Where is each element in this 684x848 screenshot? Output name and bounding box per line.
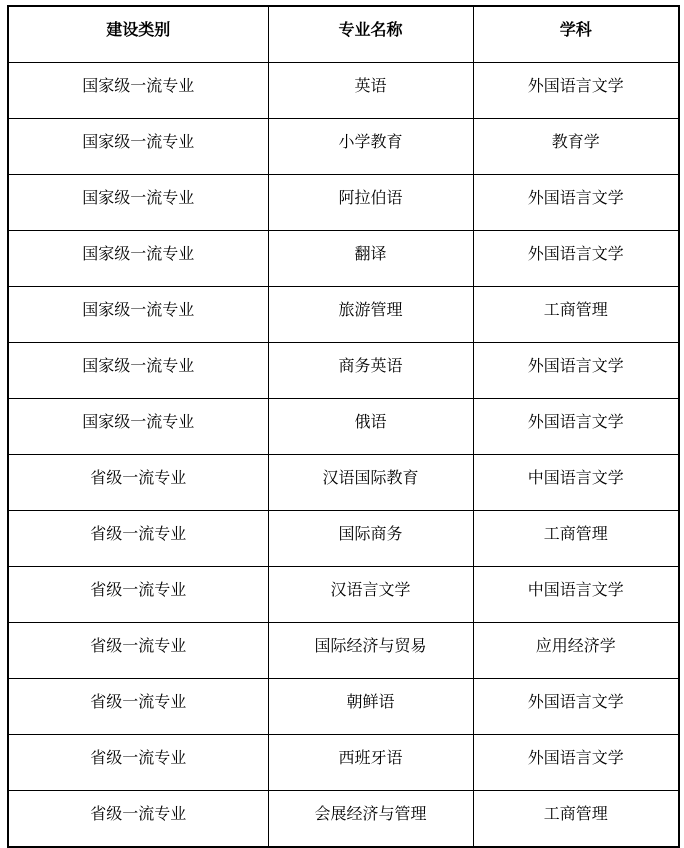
table-row — [8, 63, 679, 119]
table-cell: 省级一流专业 — [8, 455, 268, 511]
table-cell: 外国语言文学 — [473, 399, 679, 455]
table-cell: 外国语言文学 — [473, 231, 679, 287]
table-cell: 国家级一流专业 — [8, 343, 268, 399]
table-row — [8, 287, 679, 343]
table-cell: 翻译 — [268, 231, 473, 287]
table-cell: 俄语 — [268, 399, 473, 455]
table-row — [8, 231, 679, 287]
table-cell: 外国语言文学 — [473, 343, 679, 399]
table-row — [8, 343, 679, 399]
table-cell: 工商管理 — [473, 791, 679, 848]
table-cell: 英语 — [268, 63, 473, 119]
table-cell: 省级一流专业 — [8, 679, 268, 735]
table-cell: 工商管理 — [473, 511, 679, 567]
table-row — [8, 735, 679, 791]
column-header-major: 专业名称 — [268, 6, 473, 63]
table-cell: 商务英语 — [268, 343, 473, 399]
table-cell: 省级一流专业 — [8, 567, 268, 623]
table-row — [8, 119, 679, 175]
table-cell: 外国语言文学 — [473, 735, 679, 791]
table-cell: 省级一流专业 — [8, 511, 268, 567]
table-cell: 小学教育 — [268, 119, 473, 175]
header-row — [8, 6, 679, 63]
table-cell: 朝鲜语 — [268, 679, 473, 735]
table-cell: 国家级一流专业 — [8, 119, 268, 175]
table-cell: 旅游管理 — [268, 287, 473, 343]
table-cell: 会展经济与管理 — [268, 791, 473, 848]
table-cell: 国际商务 — [268, 511, 473, 567]
column-header-discipline: 学科 — [473, 6, 679, 63]
table-cell: 中国语言文学 — [473, 567, 679, 623]
table-cell: 国家级一流专业 — [8, 399, 268, 455]
table-row — [8, 679, 679, 735]
table-row — [8, 567, 679, 623]
programs-table — [7, 5, 680, 848]
table-header — [8, 6, 679, 63]
table-row — [8, 511, 679, 567]
table-cell: 外国语言文学 — [473, 63, 679, 119]
table-cell: 汉语国际教育 — [268, 455, 473, 511]
table-row — [8, 623, 679, 679]
column-header-category: 建设类别 — [8, 6, 268, 63]
table-cell: 省级一流专业 — [8, 623, 268, 679]
table-row — [8, 399, 679, 455]
table-body — [8, 63, 679, 848]
table-cell: 外国语言文学 — [473, 679, 679, 735]
table-row — [8, 455, 679, 511]
table-cell: 国家级一流专业 — [8, 287, 268, 343]
table-cell: 国家级一流专业 — [8, 231, 268, 287]
table-cell: 阿拉伯语 — [268, 175, 473, 231]
table-cell: 省级一流专业 — [8, 791, 268, 848]
table-cell: 教育学 — [473, 119, 679, 175]
table-cell: 中国语言文学 — [473, 455, 679, 511]
table-cell: 工商管理 — [473, 287, 679, 343]
table-cell: 西班牙语 — [268, 735, 473, 791]
table-cell: 国际经济与贸易 — [268, 623, 473, 679]
table-cell: 外国语言文学 — [473, 175, 679, 231]
table-cell: 省级一流专业 — [8, 735, 268, 791]
table-cell: 国家级一流专业 — [8, 63, 268, 119]
table-cell: 应用经济学 — [473, 623, 679, 679]
table-row — [8, 175, 679, 231]
table-row — [8, 791, 679, 848]
table-cell: 国家级一流专业 — [8, 175, 268, 231]
table-cell: 汉语言文学 — [268, 567, 473, 623]
